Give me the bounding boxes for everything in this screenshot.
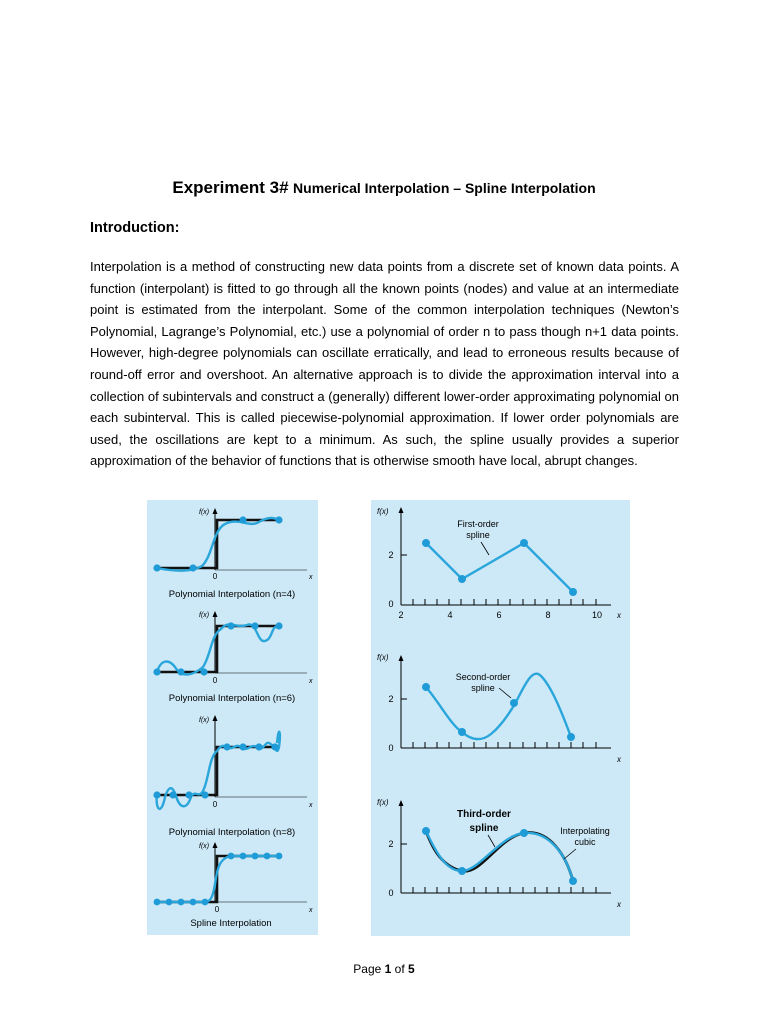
section-heading: Introduction: (90, 220, 180, 236)
y-tick-0: 0 (388, 743, 394, 753)
axis-label-x: x (309, 802, 313, 809)
left-figure-panel (147, 500, 318, 935)
subplot-third-order (377, 798, 622, 909)
subplot-spline (154, 842, 313, 929)
axis-label-x: x (309, 574, 313, 581)
y-tick-2: 2 (388, 839, 394, 849)
title-sub: Numerical Interpolation – Spline Interpolation (293, 180, 596, 196)
label-third-order-1: Third-order (457, 809, 511, 820)
axis-label-fx: f(x) (377, 653, 389, 662)
y-tick-0: 0 (388, 599, 394, 609)
y-tick-2: 2 (388, 550, 394, 560)
x-tick-10: 10 (591, 610, 603, 620)
axis-label-x: x (309, 907, 313, 914)
axis-label-x: x (617, 611, 621, 620)
axis-label-fx: f(x) (377, 798, 389, 807)
label-first-order-1: First-order (457, 519, 499, 529)
subplot-n8 (153, 715, 313, 838)
footer-page: 1 (384, 962, 392, 976)
x-tick-2: 2 (398, 610, 404, 620)
label-first-order-2: spline (466, 530, 490, 540)
caption-n8: Polynomial Interpolation (n=8) (168, 827, 296, 838)
label-second-order-1: Second-order (455, 672, 511, 682)
page-footer (0, 962, 768, 976)
y-tick-2: 2 (388, 694, 394, 704)
document-title (0, 178, 768, 198)
footer-total: 5 (408, 962, 415, 976)
x-tick-6: 6 (496, 610, 502, 620)
intro-paragraph: Interpolation is a method of constructing new data points from a discrete set of known data points. A function (interpolant) is fitted to go through all the known points (nodes) and value at an intermediate point is estimated from the interpolant. Some of the common interpolation techniques (Newton’s Polynomial, Lagrange’s Polynomial, etc.) use a polynomial of order n to pass though n+1 data points. However, high-degree polynomials can oscillate erratically, and lead to erroneous results because of round-off error and overshoot. An alternative approach is to divide the approximation interval into a collection of subintervals and construct a (generally) different lower-order approximating polynomial on each subinterval. This is called piecewise-polynomial approximation. If lower order polynomials are used, the oscillations are kept to a minimum. As such, the spline usually provides a superior approximation of the behavior of functions that is otherwise smooth have local, abrupt changes. (90, 259, 679, 469)
right-figure-panel (371, 500, 630, 936)
subplot-second-order (377, 653, 622, 764)
origin-label: 0 (212, 676, 218, 685)
caption-n4: Polynomial Interpolation (n=4) (168, 589, 296, 600)
subplot-first-order (377, 507, 622, 620)
axis-label-fx: f(x) (199, 717, 210, 724)
axis-label-fx: f(x) (199, 509, 210, 516)
axis-label-x: x (617, 900, 621, 909)
origin-label: 0 (212, 800, 218, 809)
subplot-n4 (153, 508, 313, 600)
x-tick-4: 4 (447, 610, 453, 620)
caption-n6: Polynomial Interpolation (n=6) (168, 693, 296, 704)
label-third-order-2: spline (469, 823, 499, 834)
axis-label-x: x (309, 678, 313, 685)
subplot-n6 (153, 611, 313, 704)
axis-label-fx: f(x) (199, 843, 210, 850)
footer-middle: of (391, 962, 409, 976)
origin-label: 0 (212, 572, 218, 581)
x-tick-8: 8 (545, 610, 551, 620)
label-interpolating-1: Interpolating (560, 826, 610, 836)
footer-prefix: Page (353, 962, 385, 976)
title-main: Experiment 3# (172, 178, 289, 197)
axis-label-fx: f(x) (199, 612, 210, 619)
left-figure-svg (147, 500, 318, 935)
axis-label-x: x (617, 755, 621, 764)
y-tick-0: 0 (388, 888, 394, 898)
label-second-order-2: spline (471, 683, 495, 693)
origin-label: 0 (214, 905, 220, 914)
label-interpolating-2: cubic (574, 837, 596, 847)
axis-label-fx: f(x) (377, 507, 389, 516)
right-figure-svg (371, 500, 630, 936)
caption-spline: Spline Interpolation (190, 918, 272, 929)
